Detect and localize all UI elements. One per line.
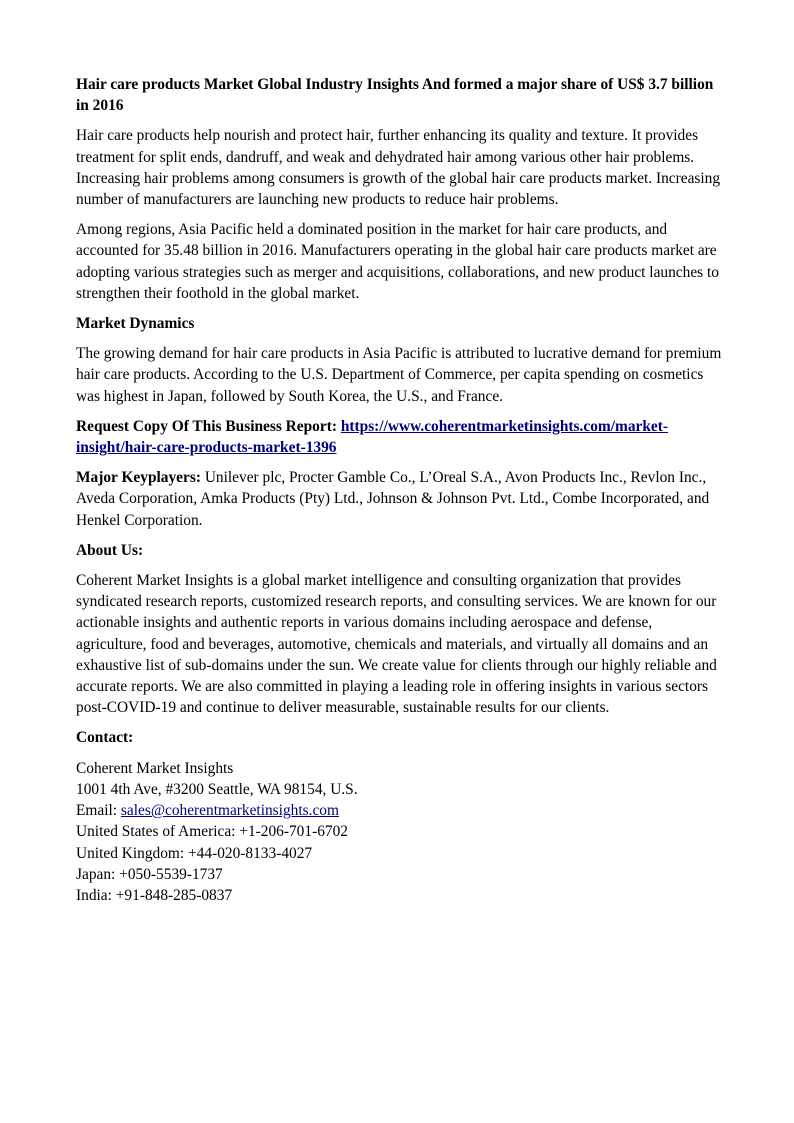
contact-email-link[interactable]: sales@coherentmarketinsights.com [120,802,339,820]
intro-paragraph: Hair care products help nourish and protect hair, further enhancing its quality and texture. It provides treatment for split ends, dandruff, and weak and dehydrated hair among various other hair problems. Increasing hair problems among consumers is growth of the global hair care products market. Increasing number of manufacturers are launching new products to reduce hair problems. [76,127,721,209]
contact-heading: Contact: [76,729,134,747]
contact-phone-uk: United Kingdom: +44-020-8133-4027 [76,844,313,862]
contact-company: Coherent Market Insights [76,759,234,777]
report-link[interactable]: https://www.coherentmarketinsights.com/market-insight/hair-care-products-market-1396 [76,417,668,457]
market-dynamics-paragraph: The growing demand for hair care products in Asia Pacific is attributed to lucrative demand for premium hair care products. According to the U.S. Department of Commerce, per capita spending on cosmetics was highest in Japan, followed by South Korea, the U.S., and France. [76,345,722,405]
about-heading: About Us: [76,541,144,559]
keyplayers-list: Unilever plc, Procter Gamble Co., L’Oreal S.A., Avon Products Inc., Revlon Inc., Aveda Corporation, Amka Products (Pty) Ltd., Johnson & Johnson Pvt. Ltd., Combe Incorporated, and Henkel Corporation. [76,469,710,529]
regions-paragraph: Among regions, Asia Pacific held a dominated position in the market for hair care products, and accounted for 35.48 billion in 2016. Manufacturers operating in the global hair care products market are adopting various strategies such as merger and acquisitions, collaborations, and new product launches to strengthen their foothold in the global market. [76,221,719,302]
about-paragraph: Coherent Market Insights is a global market intelligence and consulting organization that provides syndicated research reports, customized research reports, and consulting services. We are known for our actionable insights and authentic reports in various domains including aerospace and defense, agriculture, food and beverages, automotive, chemicals and materials, and virtually all domains and an exhaustive list of sub-domains under the sun. We create value for clients through our highly reliable and accurate reports. We are also committed in playing a leading role in offering insights in various sectors post-COVID-19 and continue to deliver measurable, sustainable results for our clients. [76,572,717,717]
contact-phone-usa: United States of America: +1-206-701-6702 [76,823,348,841]
keyplayers-paragraph [76,467,722,531]
contact-email-line [76,800,722,821]
contact-phone-japan: Japan: +050-5539-1737 [76,865,223,883]
keyplayers-label: Major Keyplayers: [76,469,201,487]
market-dynamics-heading: Market Dynamics [76,315,195,333]
contact-address: 1001 4th Ave, #3200 Seattle, WA 98154, U.S. [76,780,358,798]
document-page [76,74,722,906]
contact-email-label: Email: [76,802,118,820]
contact-phone-india: India: +91-848-285-0837 [76,886,233,904]
document-title: Hair care products Market Global Industry Insights And formed a major share of US$ 3.7 billion in 2016 [76,76,714,115]
request-copy-paragraph [76,416,722,458]
contact-block [76,758,722,906]
request-copy-label: Request Copy Of This Business Report: [76,417,337,435]
